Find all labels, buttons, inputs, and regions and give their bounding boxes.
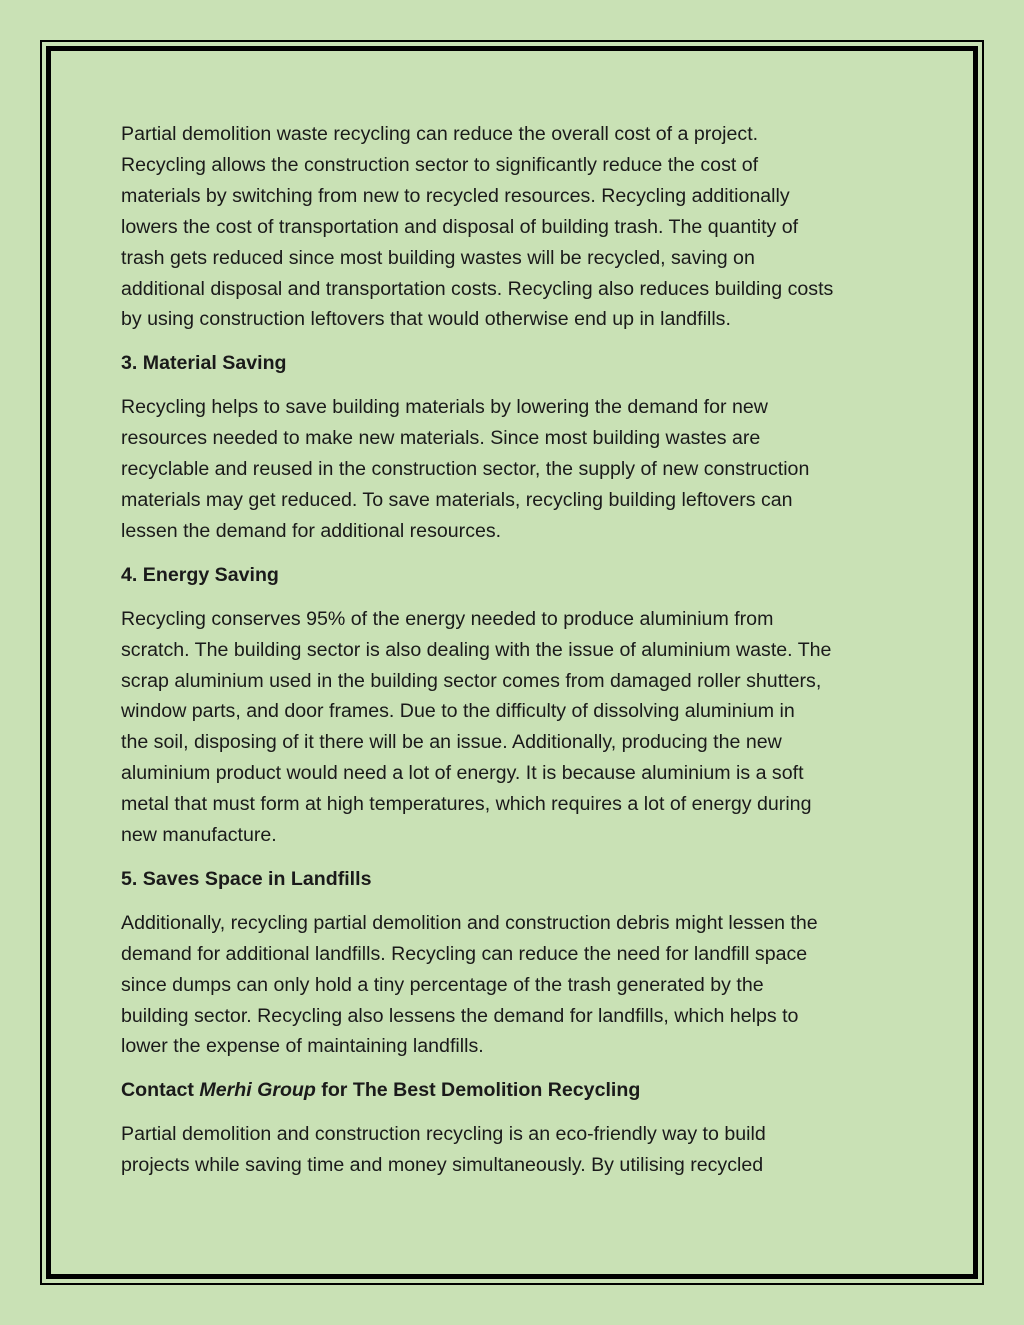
heading-contact-prefix: Contact	[121, 1079, 200, 1102]
heading-material-saving: 3. Material Saving	[121, 352, 287, 375]
heading-contact	[121, 1075, 911, 1106]
heading-energy-saving: 4. Energy Saving	[121, 563, 279, 586]
paragraph-material-saving: Recycling helps to save building materials by lowering the demand for new resources needed to make new materials. Since most building wastes are recyclable and reused in the construction sector, the supply of new construction materials may get reduced. To save materials, recycling building leftovers can lessen the demand for additional resources.	[121, 396, 810, 542]
heading-saves-space: 5. Saves Space in Landfills	[121, 867, 372, 890]
paragraph-energy-saving: Recycling conserves 95% of the energy needed to produce aluminium from scratch. The building sector is also dealing with the issue of aluminium waste. The scrap aluminium used in the building sector comes from damaged roller shutters, window parts, and door frames. Due to the difficulty of dissolving aluminium in the soil, disposing of it there will be an issue. Additionally, producing the new aluminium product would need a lot of energy. It is because aluminium is a soft metal that must form at high temperatures, which requires a lot of energy during new manufacture.	[121, 607, 832, 847]
company-name: Merhi Group	[199, 1079, 316, 1102]
paragraph-cost-reduction: Partial demolition waste recycling can reduce the overall cost of a project. Recycling allows the construction sector to significantly reduce the cost of materials by switching from new to recycled resources. Recycling additionally lowers the cost of transportation and disposal of building trash. The quantity of trash gets reduced since most building wastes will be recycled, saving on additional disposal and transportation costs. Recycling also reduces building costs by using construction leftovers that would otherwise end up in landfills.	[121, 123, 834, 331]
document-body	[121, 119, 911, 1194]
paragraph-saves-space: Additionally, recycling partial demolition and construction debris might lessen the demand for additional landfills. Recycling can reduce the need for landfill space since dumps can only hold a tiny percentage of the trash generated by the building sector. Recycling also lessens the demand for landfills, which helps to lower the expense of maintaining landfills.	[121, 911, 818, 1058]
heading-contact-suffix: for The Best Demolition Recycling	[315, 1079, 641, 1102]
paragraph-contact: Partial demolition and construction recycling is an eco-friendly way to build projects while saving time and money simultaneously. By utilising recycled	[121, 1123, 766, 1177]
